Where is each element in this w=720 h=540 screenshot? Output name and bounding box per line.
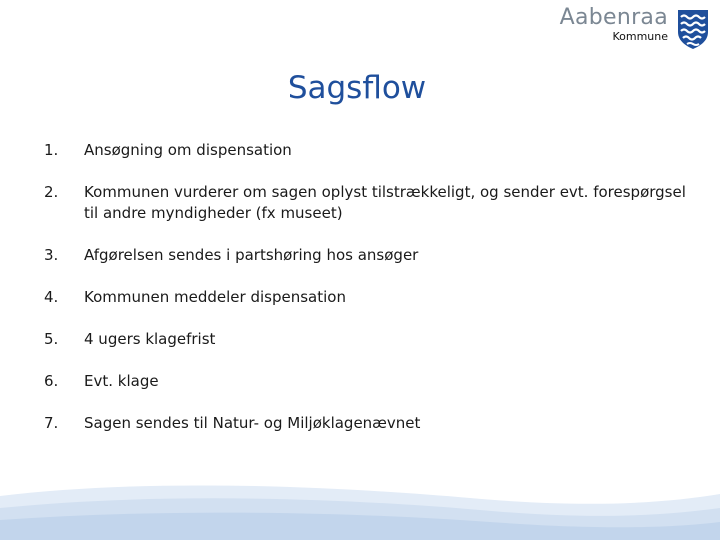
step-text: Kommunen vurderer om sagen oplyst tilstrækkeligt, og sender evt. forespørgsel til andre myndigheder (fx museet) [84, 183, 686, 222]
list-item [44, 140, 704, 161]
step-list [44, 140, 704, 455]
step-text: Kommunen meddeler dispensation [84, 288, 346, 306]
step-number: 1. [44, 141, 59, 159]
coat-of-arms-icon [676, 8, 710, 50]
step-text: Afgørelsen sendes i partshøring hos ansøger [84, 246, 419, 264]
step-text: Evt. klage [84, 372, 159, 390]
step-number: 6. [44, 372, 59, 390]
step-number: 4. [44, 288, 59, 306]
list-item [44, 413, 704, 434]
list-item [44, 245, 704, 266]
step-number: 3. [44, 246, 59, 264]
step-number: 5. [44, 330, 59, 348]
step-number: 7. [44, 414, 59, 432]
logo-subtitle: Kommune [612, 30, 668, 43]
list-item [44, 329, 704, 350]
step-text: Ansøgning om dispensation [84, 141, 292, 159]
page-title: Sagsflow [287, 70, 427, 106]
list-item [44, 371, 704, 392]
step-number: 2. [44, 183, 59, 201]
step-text: Sagen sendes til Natur- og Miljøklagenævnet [84, 414, 421, 432]
list-item [44, 182, 704, 224]
logo-name: Aabenraa [559, 5, 668, 30]
logo-text [560, 6, 668, 43]
step-text: 4 ugers klagefrist [84, 330, 216, 348]
footer-wave-decoration [0, 468, 720, 540]
aabenraa-logo [560, 6, 710, 52]
list-item [44, 287, 704, 308]
